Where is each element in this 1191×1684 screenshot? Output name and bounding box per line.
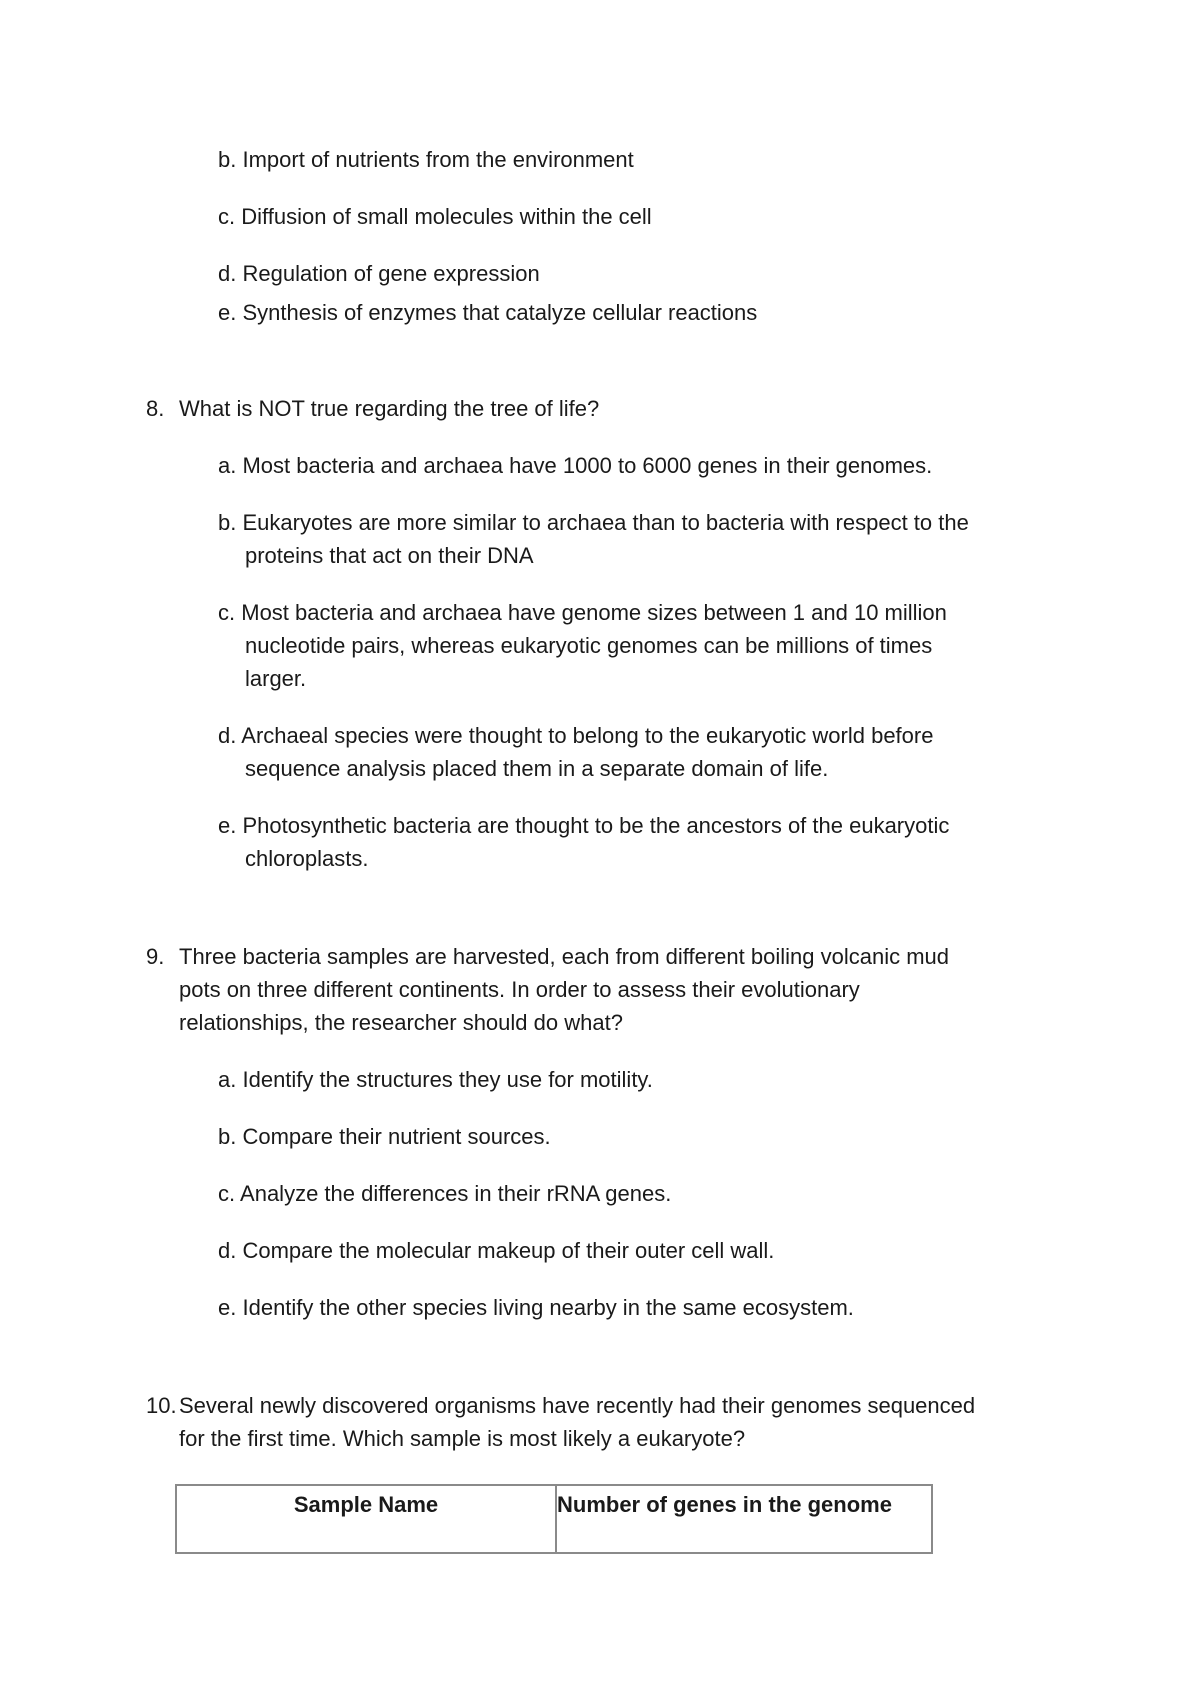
q10-question-line1: Several newly discovered organisms have recently had their genomes sequenced: [179, 1393, 976, 1418]
q9-question-line3: relationships, the researcher should do what?: [179, 1010, 623, 1035]
q9-question-line2: pots on three different continents. In order to assess their evolutionary: [179, 977, 860, 1002]
q8-question-text: What is NOT true regarding the tree of life?: [179, 396, 600, 421]
q8-option-c-line3: larger.: [245, 666, 307, 691]
q8-option-b: b. Eukaryotes are more similar to archaea than to bacteria with respect to the: [218, 510, 969, 535]
q8-option-e-line2: chloroplasts.: [245, 846, 369, 871]
q7-option-b: b. Import of nutrients from the environment: [218, 147, 634, 172]
q9-number: 9.: [146, 944, 165, 969]
q8-option-d-line2: sequence analysis placed them in a separate domain of life.: [245, 756, 829, 781]
q8-option-b-line2: proteins that act on their DNA: [245, 543, 534, 568]
q7-option-e: e. Synthesis of enzymes that catalyze cellular reactions: [218, 300, 758, 325]
q8-number: 8.: [146, 396, 165, 421]
q9-question-line1: Three bacteria samples are harvested, each from different boiling volcanic mud: [179, 944, 949, 969]
q8-option-c-line2: nucleotide pairs, whereas eukaryotic genomes can be millions of times: [245, 633, 933, 658]
samples-table: [175, 1484, 933, 1554]
table-header-row: [176, 1485, 932, 1553]
q7-option-d: d. Regulation of gene expression: [218, 261, 540, 286]
q8-option-a: a. Most bacteria and archaea have 1000 to 6000 genes in their genomes.: [218, 453, 933, 478]
q9-option-a: a. Identify the structures they use for motility.: [218, 1067, 653, 1092]
q10-number: 10.: [146, 1393, 177, 1418]
q8-option-c: c. Most bacteria and archaea have genome sizes between 1 and 10 million: [218, 600, 947, 625]
q7-option-c: c. Diffusion of small molecules within the cell: [218, 204, 652, 229]
q9-option-c: c. Analyze the differences in their rRNA genes.: [218, 1181, 672, 1206]
column-header-gene-count: Number of genes in the genome: [556, 1485, 932, 1553]
q9-option-b: b. Compare their nutrient sources.: [218, 1124, 551, 1149]
q8-option-e: e. Photosynthetic bacteria are thought to be the ancestors of the eukaryotic: [218, 813, 950, 838]
q8-option-d: d. Archaeal species were thought to belong to the eukaryotic world before: [218, 723, 934, 748]
q9-option-d: d. Compare the molecular makeup of their outer cell wall.: [218, 1238, 775, 1263]
q9-option-e: e. Identify the other species living nearby in the same ecosystem.: [218, 1295, 854, 1320]
q10-question-line2: for the first time. Which sample is most likely a eukaryote?: [179, 1426, 746, 1451]
column-header-sample-name: Sample Name: [176, 1485, 556, 1553]
